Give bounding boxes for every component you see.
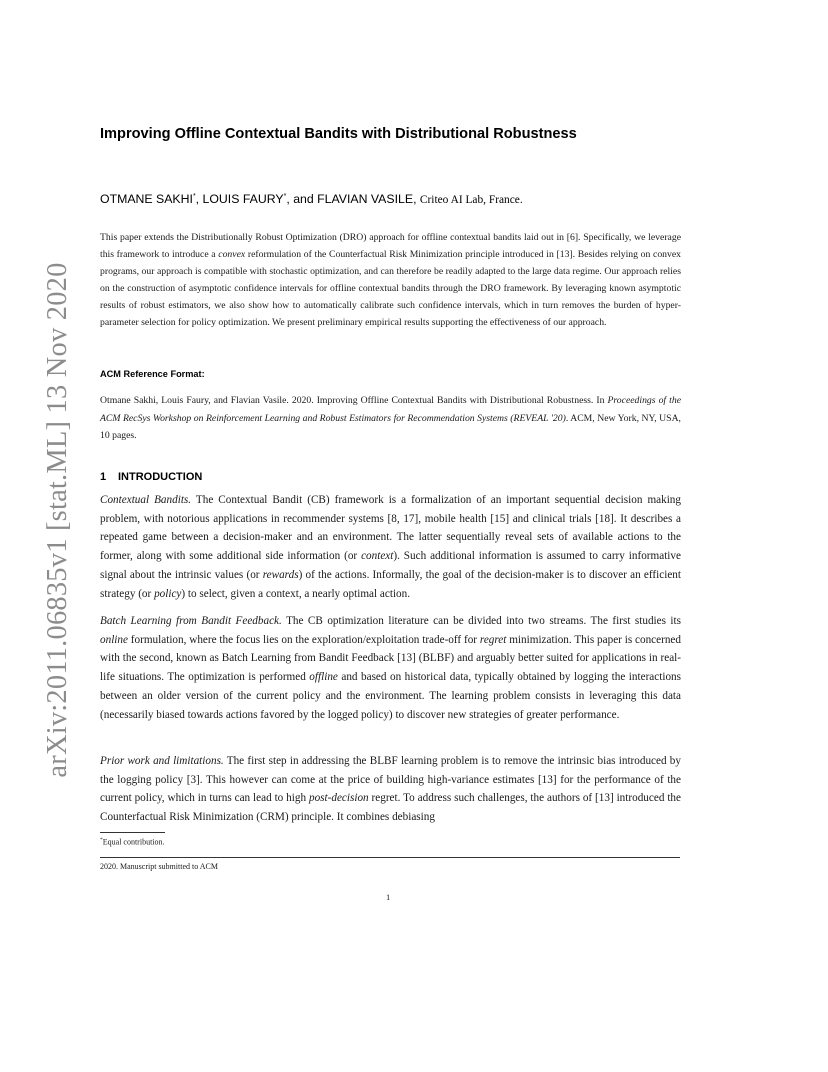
footnote-divider (100, 832, 165, 833)
paragraph-text: ) to select, given a context, a nearly optimal action. (181, 587, 411, 600)
paragraph-emphasis: regret (479, 633, 507, 646)
paragraph-emphasis: policy (154, 587, 182, 600)
footer-text: 2020. Manuscript submitted to ACM (100, 862, 218, 871)
author-name: FLAVIAN VASILE (317, 192, 414, 206)
author-name: OTMANE SAKHI (100, 192, 193, 206)
paragraph-text: formulation, where the focus lies on the exploration/exploitation trade-off for (127, 633, 480, 646)
acm-reference-part: Otmane Sakhi, Louis Faury, and Flavian Vasile. 2020. Improving Offline Contextual Bandits with Distributional Robustness. In (100, 395, 608, 406)
paragraph-batch-learning (100, 612, 681, 724)
paragraph-emphasis: offline (309, 671, 338, 684)
paragraph-text: The Contextual Bandit (CB) framework is a formalization of an important sequential decision making problem, with notorious applications in recommender systems [8, 17], mobile health [15] and clinical trials [18]. It describes a repeated game between a decision-maker and an environment. The latter sequentially reveal sets of available actions to the former, along with some additional side information (or (100, 494, 681, 563)
author-separator: , and (286, 192, 318, 206)
paper-title: Improving Offline Contextual Bandits with Distributional Robustness (100, 126, 577, 142)
page-number: 1 (386, 892, 391, 902)
affiliation: Criteo AI Lab, France. (419, 194, 523, 206)
paragraph-emphasis: online (100, 633, 128, 646)
paragraph-text: The first step in addressing the BLBF learning problem is to remove the intrinsic bias introduced by the logging policy [3]. This however can come at the price of building high-variance estimates [13] for the performance of the current policy, which in turns can lead to high (100, 755, 681, 805)
paragraph-emphasis: rewards (262, 568, 299, 581)
footnote-mark: * (100, 837, 103, 843)
equal-contribution-mark: * (192, 192, 196, 200)
acm-reference-venue: Proceedings of the ACM RecSys Workshop on Reinforcement Learning and Robust Estimators for Recommendation Systems (REVEAL '20) (100, 395, 681, 424)
abstract (100, 229, 681, 331)
paragraph-emphasis: context (361, 550, 394, 563)
abstract-text: This paper extends the Distributionally Robust Optimization (DRO) approach for offline contextual bandits laid out in [6]. Specifically, we leverage this framework to introduce a (100, 232, 681, 260)
equal-contribution-mark: * (283, 192, 287, 200)
paragraph-lead: Batch Learning from Bandit Feedback. (100, 615, 282, 627)
paragraph-text: regret. To address such challenges, the authors of [13] introduced the Counterfactual Risk Minimization (CRM) principle. It combines debiasing (100, 792, 681, 824)
footnote-text: Equal contribution. (102, 837, 165, 847)
author-name: LOUIS FAURY (202, 192, 284, 206)
paragraph-text: and based on historical data, typically obtained by logging the interactions between an older version of the current policy and the environment. The learning problem consists in leveraging this data (necessarily biased towards actions favored by the logged policy) to discover new strategies of greater performance. (100, 671, 681, 721)
acm-reference-part: . ACM, New York, NY, USA, 10 pages. (100, 412, 681, 441)
author-line (100, 192, 523, 206)
section-title: INTRODUCTION (118, 471, 203, 483)
paragraph-text: ). Such additional information is assumed to carry informative signal about the intrinsic values (or (100, 550, 681, 581)
abstract-text: reformulation of the Counterfactual Risk Minimization principle introduced in [13]. Besides relying on convex programs, our approach is compatible with stochastic optimization, and can therefore be readily adapted to the large data regime. Our approach relies on the construction of asymptotic confidence intervals for offline contextual bandits through the DRO framework. By leveraging known asymptotic results of robust estimators, we also show how to automatically calibrate such confidence intervals, which in turn removes the burden of hyper-parameter selection for policy optimization. We present preliminary empirical results supporting the effectiveness of our approach. (100, 249, 681, 328)
acm-reference-heading: ACM Reference Format: (100, 369, 205, 379)
paragraph-lead: Contextual Bandits. (100, 494, 192, 506)
paragraph-text: The CB optimization literature can be divided into two streams. The first studies its (281, 615, 681, 627)
section-number: 1 (100, 471, 107, 483)
paragraph-text: minimization. This paper is concerned with the second, known as Batch Learning from Bandit Feedback [13] (BLBF) and arguably better suited for applications in real-life situations. The optimization is performed (100, 633, 681, 684)
footer-divider (100, 857, 680, 858)
paragraph-prior-work (100, 752, 681, 827)
footnote (100, 837, 165, 847)
arxiv-id: arXiv:2011.06835v1 [stat.ML] 13 Nov 2020 (42, 262, 73, 778)
paragraph-lead: Prior work and limitations. (100, 755, 224, 767)
paragraph-emphasis: post-decision (308, 792, 369, 805)
paragraph-text: ) of the actions. Informally, the goal of the decision-maker is to discover an efficient strategy (or (100, 568, 681, 600)
abstract-emphasis: convex (218, 249, 246, 260)
author-separator: , (413, 192, 420, 206)
acm-reference-text (100, 392, 681, 445)
paragraph-contextual-bandits (100, 491, 681, 603)
author-separator: , (195, 192, 203, 206)
section-heading (100, 471, 202, 483)
